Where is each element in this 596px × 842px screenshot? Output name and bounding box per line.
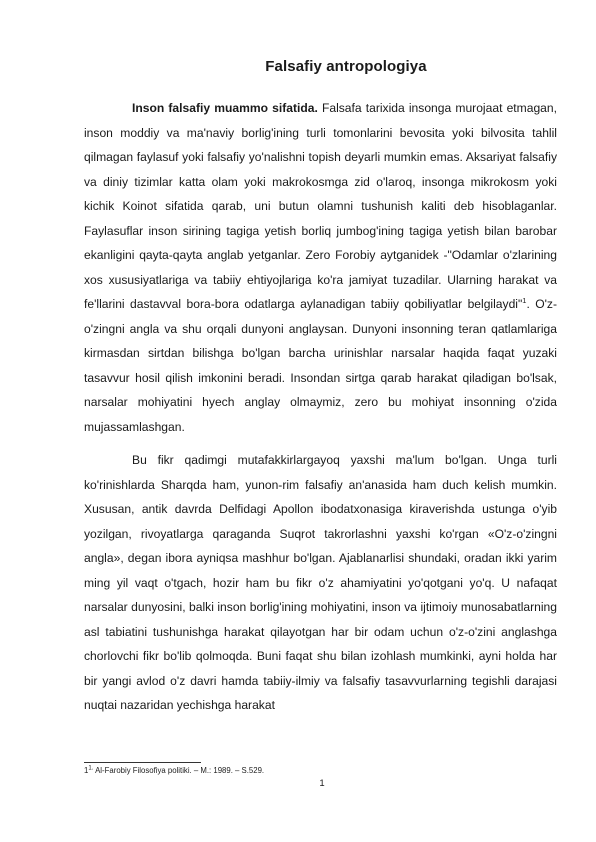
paragraph-1 — [84, 96, 557, 439]
footnote-marker-sup: 1. — [88, 765, 94, 772]
paragraph-1-text-cont: . O'z-o'zingni angla va shu orqali dunyoni anglaysan. Dunyoni insonning teran qatlamlariga kirmasdan sirtdan bilishga bo'lgan barcha urinishlar narsalar haqida faqat yuzaki tasavvur hosil qilish imkonini beradi. Insondan sirtga qarab harakat qiladigan bo'lsak, narsalar mohiyatini hyech anglay olmaymiz, zero bu mohiyat insonning o'zida mujassamlashgan. — [84, 297, 558, 434]
footnote-marker: 1 — [84, 766, 89, 775]
footnote — [84, 766, 264, 775]
paragraph-1-text: Falsafa tarixida insonga murojaat etmagan, inson moddiy va ma'naviy borlig'ining turli tomonlarini bevosita yoki bilvosita tahlil qilmagan faylasuf yoki falsafiy yo'nalishni topish deyarli mumkin emas. Aksariyat falsafiy va diniy tizimlar katta olam yoki makrokosmga zid o'laroq, insonga mikrokosm yoki kichik Koinot sifatida qarab, uni butun olamni tushunish kaliti deb hisoblaganlar. Faylasuflar inson sirining tagiga yetish borliq jumbog'ining tagiga yetish bilan barobar ekanligini qayta-qayta anglab yetganlar. Zero Forobiy aytganidek -"Odamlar o'zlarining xos xususiyatlariga va tabiiy ehtiyojlariga ko'ra jamiyat tuzadilar. Ularning harakat va fe'llarini dastavval bora-bora odatlarga aylanadigan tabiiy qobiliyatlar belgilaydi" — [84, 101, 557, 311]
footnote-reference[interactable]: 1 — [522, 295, 527, 305]
paragraph-lead-heading: Inson falsafiy muammo sifatida. — [132, 101, 318, 115]
footnote-separator — [84, 762, 201, 763]
footnote-text: Al-Farobiy Filosofiya politiki. – M.: 1989. – S.529. — [93, 766, 265, 775]
document-body — [84, 96, 557, 718]
paragraph-2: Bu fikr qadimgi mutafakkirlargayoq yaxshi ma'lum bo'lgan. Unga turli ko'rinishlarda Sharqda ham, yunon-rim falsafiy an'anasida ham duch kelish mumkin. Xususan, antik davrda Delfidagi Apollon ibodatxonasiga kiraverishda ustunga o'yib yozilgan, rivoyatlarga qaraganda Suqrot takrorlashni yaxshi ko'rgan «O'z-o'zingni angla», degan ibora ayniqsa mashhur bo'lgan. Ajablanarlisi shundaki, oradan ikki yarim ming yil vaqt o'tgach, hozir ham bu fikr o'z ahamiyatini yo'qotgani yo'q. U nafaqat narsalar dunyosini, balki inson borlig'ining mohiyatini, inson va ijtimoiy munosabatlarning asl tabiatini tushunishga harakat qilayotgan har bir odam uchun o'z-o'zini anglashga chorlovchi fikr bo'lib qolmoqda. Buni faqat shu bilan izohlash mumkinki, ayni holda har bir yangi avlod o'z davri hamda tabiiy-ilmiy va falsafiy tasavvurlarning tegishli darajasi nuqtai nazaridan yechishga harakat — [84, 453, 557, 712]
page-number: 1 — [319, 778, 325, 789]
page-title: Falsafiy antropologiya — [265, 58, 427, 75]
